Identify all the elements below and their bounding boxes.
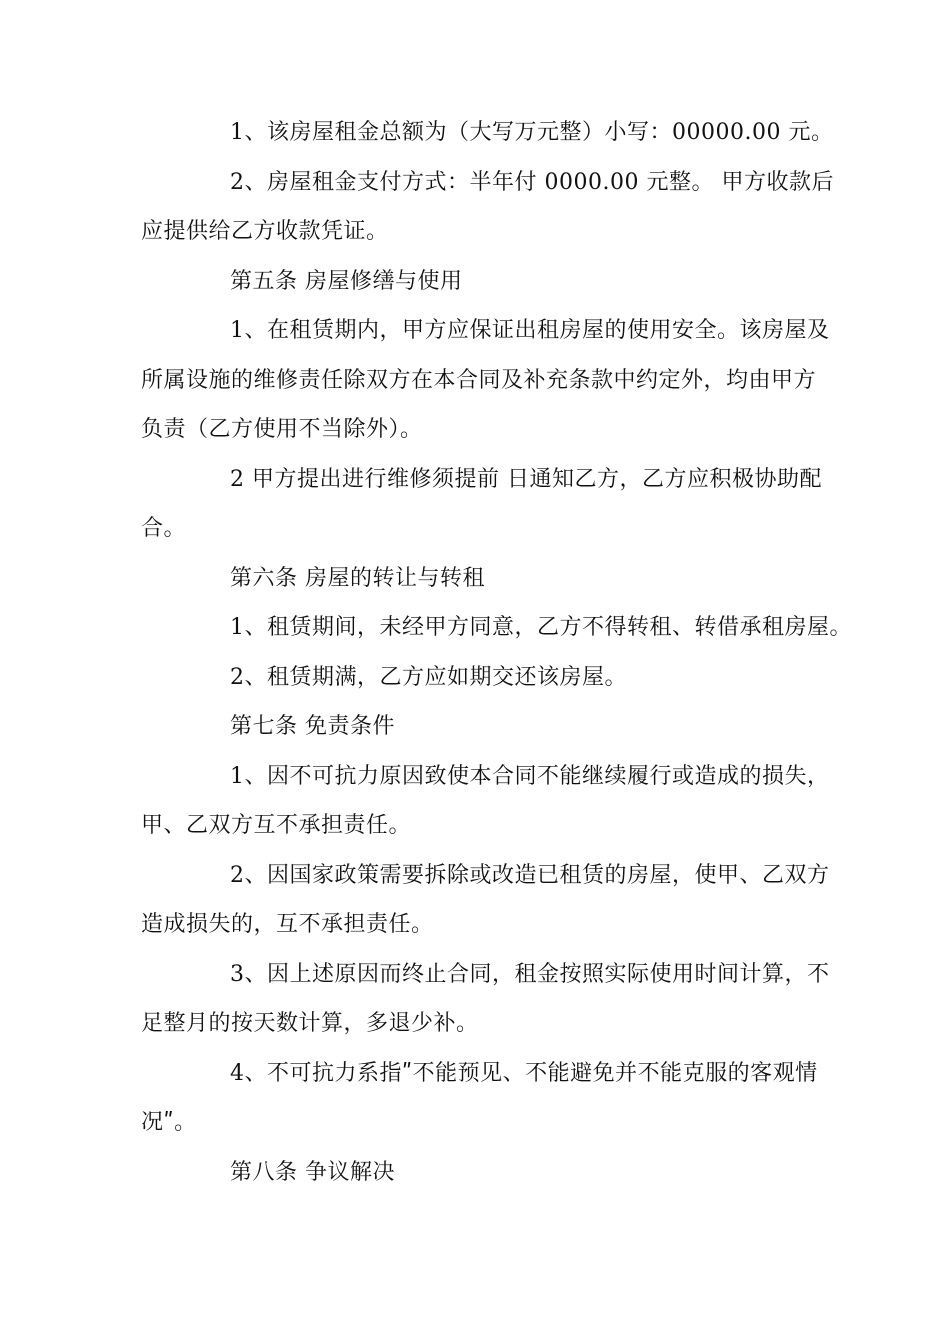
article-6-heading: 第六条 房屋的转让与转租: [230, 565, 485, 591]
rent-payment-line: 2、房屋租金支付方式：半年付 0000.00 元整。 甲方收款后: [230, 169, 834, 195]
article-7-item-1-cont: 甲、乙双方互不承担责任。: [141, 813, 412, 838]
document-page: [141, 108, 852, 1197]
article-5-item-2: 2 甲方提出进行维修须提前 日通知乙方，乙方应积极协助配: [230, 466, 822, 492]
article-7-item-4-cont: 况ʺ。: [141, 1110, 197, 1135]
article-7-item-1: 1、因不可抗力原因致使本合同不能继续履行或造成的损失，: [230, 763, 830, 789]
article-7-item-3: 3、因上述原因而终止合同，租金按照实际使用时间计算，不: [230, 961, 830, 987]
rent-total-line: 1、该房屋租金总额为（大写万元整）小写：00000.00 元。: [230, 120, 834, 145]
article-7-item-4: 4、不可抗力系指ʺ不能预见、不能避免并不能克服的客观情: [230, 1060, 818, 1086]
article-7-item-2: 2、因国家政策需要拆除或改造已租赁的房屋，使甲、乙双方: [230, 862, 830, 888]
rent-payment-line-cont: 应提供给乙方收款凭证。: [141, 219, 389, 244]
article-7-heading: 第七条 免责条件: [230, 714, 395, 739]
article-5-item-1: 1、在租赁期内，甲方应保证出租房屋的使用安全。该房屋及: [230, 318, 830, 343]
article-5-heading: 第五条 房屋修缮与使用: [230, 268, 463, 294]
article-8-heading: 第八条 争议解决: [230, 1159, 395, 1185]
article-7-item-2-cont: 造成损失的，互不承担责任。: [141, 912, 434, 937]
article-6-item-1: 1、租赁期间，未经甲方同意，乙方不得转租、转借承租房屋。: [230, 615, 852, 640]
article-6-item-2: 2、租赁期满，乙方应如期交还该房屋。: [230, 664, 627, 690]
article-7-item-3-cont: 足整月的按天数计算，多退少补。: [141, 1011, 479, 1036]
article-5-item-2-cont: 合。: [141, 516, 187, 541]
article-5-item-1-cont-1: 所属设施的维修责任除双方在本合同及补充条款中约定外，均由甲方: [141, 367, 817, 393]
article-5-item-1-cont-2: 负责（乙方使用不当除外）。: [141, 417, 423, 442]
